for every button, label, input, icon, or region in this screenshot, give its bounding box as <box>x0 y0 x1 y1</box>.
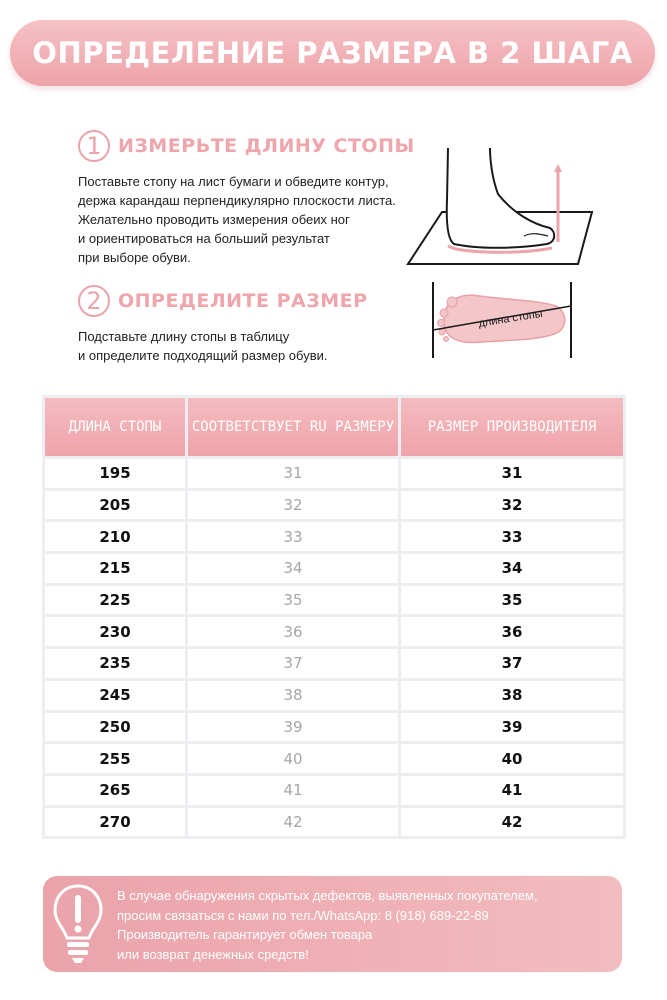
table-header-row <box>45 398 623 456</box>
step-1-title: ИЗМЕРЬТЕ ДЛИНУ СТОПЫ <box>118 135 415 157</box>
warning-text <box>117 886 538 964</box>
ru-size-cell: 39 <box>188 713 398 742</box>
table-row <box>45 649 623 678</box>
ru-size-cell: 42 <box>188 808 398 837</box>
ru-size-cell: 33 <box>188 522 398 551</box>
table-row <box>45 617 623 646</box>
step-1-number: 1 <box>78 130 110 162</box>
header-manufacturer-size: РАЗМЕР ПРОИЗВОДИТЕЛЯ <box>401 398 623 456</box>
foot-length-label: длина стопы <box>477 307 544 330</box>
manufacturer-size-cell: 37 <box>401 649 623 678</box>
step-2-number: 2 <box>78 285 110 317</box>
manufacturer-size-cell: 36 <box>401 617 623 646</box>
table-row <box>45 681 623 710</box>
ru-size-cell: 40 <box>188 744 398 773</box>
foot-length-cell: 215 <box>45 554 185 583</box>
manufacturer-size-cell: 34 <box>401 554 623 583</box>
foot-top-illustration <box>428 278 578 362</box>
step-1-line: держа карандаш перпендикулярно плоскости листа. <box>78 193 396 208</box>
table-row <box>45 713 623 742</box>
manufacturer-size-cell: 40 <box>401 744 623 773</box>
table-row <box>45 522 623 551</box>
step-2-title: ОПРЕДЕЛИТЕ РАЗМЕР <box>118 290 368 312</box>
ru-size-cell: 31 <box>188 459 398 488</box>
step-1-line: Желательно проводить измерения обеих ног <box>78 212 350 227</box>
foot-side-illustration <box>402 140 598 270</box>
step-1 <box>78 130 415 267</box>
ru-size-cell: 36 <box>188 617 398 646</box>
step-1-text <box>78 172 415 267</box>
ru-size-cell: 38 <box>188 681 398 710</box>
step-2-header <box>78 285 368 317</box>
step-2-line: Подставьте длину стопы в таблицу <box>78 329 290 344</box>
ru-size-cell: 34 <box>188 554 398 583</box>
warning-line: или возврат денежных средств! <box>117 946 309 962</box>
header-foot-length: ДЛИНА СТОПЫ <box>45 398 185 456</box>
warning-notice <box>43 876 622 972</box>
manufacturer-size-cell: 33 <box>401 522 623 551</box>
warning-line: просим связаться с нами по тел./WhatsApp: 8 (918) 689-22-89 <box>117 907 489 923</box>
ru-size-cell: 35 <box>188 586 398 615</box>
header-banner <box>10 20 655 86</box>
foot-length-cell: 255 <box>45 744 185 773</box>
step-1-header <box>78 130 415 162</box>
step-2-line: и определите подходящий размер обуви. <box>78 348 328 363</box>
manufacturer-size-cell: 31 <box>401 459 623 488</box>
foot-length-cell: 250 <box>45 713 185 742</box>
ru-size-cell: 32 <box>188 491 398 520</box>
step-1-line: и ориентироваться на больший результат <box>78 231 330 246</box>
foot-length-cell: 235 <box>45 649 185 678</box>
table-row <box>45 808 623 837</box>
table-row <box>45 491 623 520</box>
manufacturer-size-cell: 41 <box>401 776 623 805</box>
manufacturer-size-cell: 39 <box>401 713 623 742</box>
page-title: ОПРЕДЕЛЕНИЕ РАЗМЕРА В 2 ШАГА <box>32 36 633 70</box>
lightbulb-exclamation-icon <box>51 882 105 966</box>
header-ru-size: СООТВЕТСТВУЕТ RU РАЗМЕРУ <box>188 398 398 456</box>
foot-length-cell: 245 <box>45 681 185 710</box>
size-table <box>42 395 626 839</box>
foot-length-cell: 225 <box>45 586 185 615</box>
step-2 <box>78 285 368 365</box>
table-row <box>45 776 623 805</box>
manufacturer-size-cell: 32 <box>401 491 623 520</box>
table-row <box>45 459 623 488</box>
table-row <box>45 586 623 615</box>
manufacturer-size-cell: 35 <box>401 586 623 615</box>
step-1-line: при выборе обуви. <box>78 250 191 265</box>
table-row <box>45 554 623 583</box>
foot-length-cell: 210 <box>45 522 185 551</box>
step-1-line: Поставьте стопу на лист бумаги и обведите контур, <box>78 174 389 189</box>
foot-length-cell: 265 <box>45 776 185 805</box>
warning-line: Производитель гарантирует обмен товара <box>117 927 373 942</box>
foot-length-cell: 195 <box>45 459 185 488</box>
manufacturer-size-cell: 38 <box>401 681 623 710</box>
step-2-text <box>78 327 368 365</box>
foot-length-cell: 205 <box>45 491 185 520</box>
manufacturer-size-cell: 42 <box>401 808 623 837</box>
warning-line: В случае обнаружения скрытых дефектов, выявленных покупателем, <box>117 888 538 903</box>
table-row <box>45 744 623 773</box>
foot-length-cell: 230 <box>45 617 185 646</box>
ru-size-cell: 37 <box>188 649 398 678</box>
ru-size-cell: 41 <box>188 776 398 805</box>
foot-length-cell: 270 <box>45 808 185 837</box>
